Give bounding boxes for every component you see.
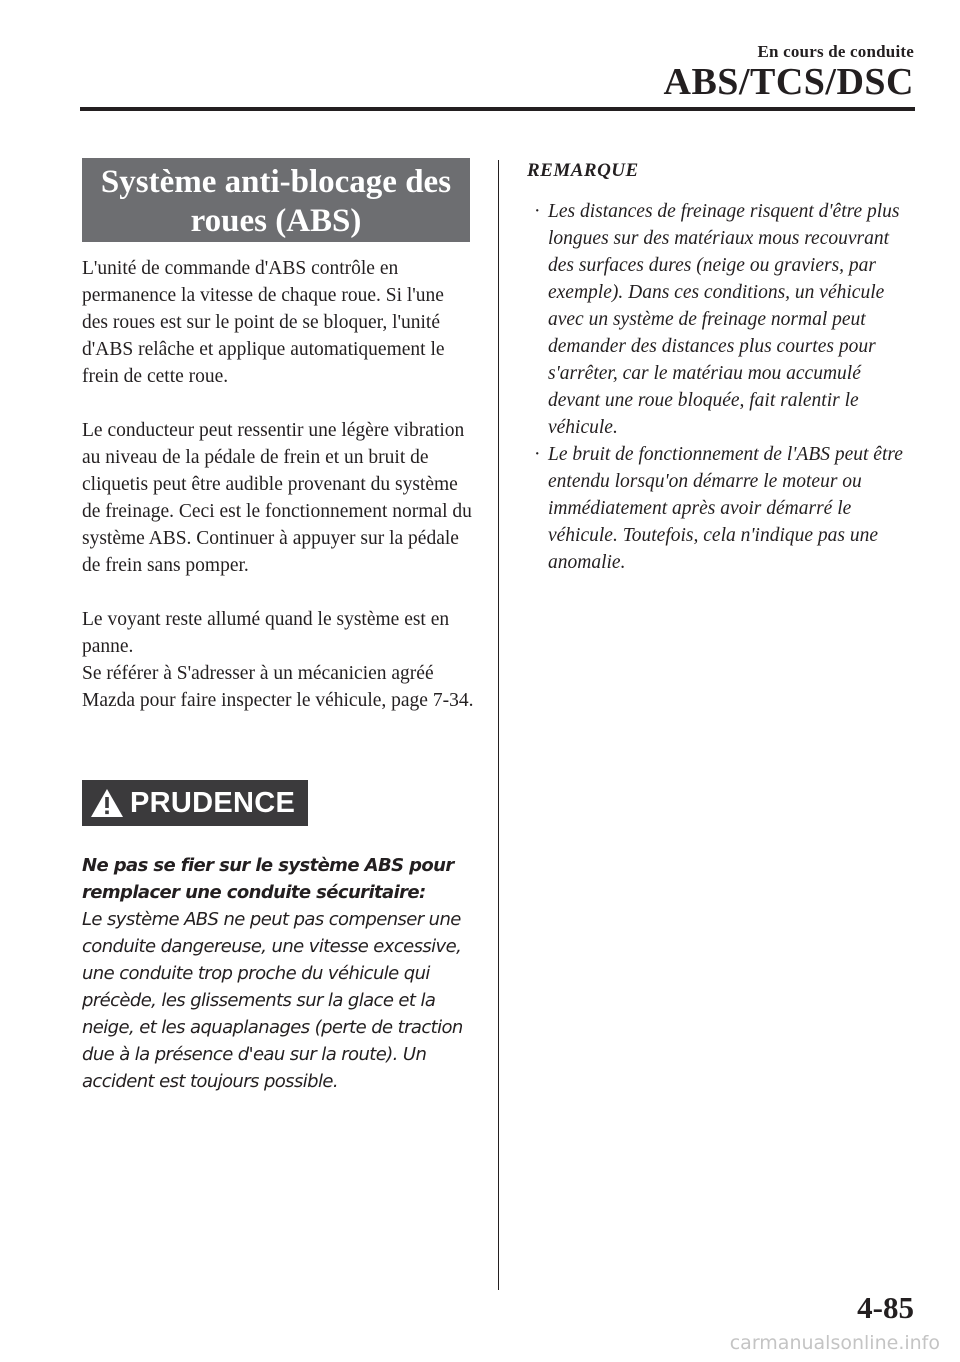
caution-label: PRUDENCE — [130, 786, 296, 819]
note-item-text: Le bruit de fonctionnement de l'ABS peut être entendu lorsqu'on démarre le moteur ou immédiatement après avoir démarré le véhicule. Toutefois, cela n'indique pas une anomalie. — [548, 444, 903, 573]
body-paragraph-1: L'unité de commande d'ABS contrôle en permanence la vitesse de chaque roue. Si l'une des roues est sur le point de se bloquer, l'unité d'ABS relâche et applique automatiquement le frein de cette roue. — [82, 258, 445, 387]
body-paragraph-2: Le conducteur peut ressentir une légère vibration au niveau de la pédale de frein et un bruit de cliquetis peut être audible provenant du système de freinage. Ceci est le fonctionnement normal du système ABS. Continuer à appuyer sur la pédale de frein sans pomper. — [82, 420, 472, 576]
column-divider — [498, 160, 499, 1290]
note-list — [527, 198, 915, 576]
caution-body — [82, 852, 478, 1095]
running-header-title: ABS/TCS/DSC — [663, 61, 914, 103]
note-title: REMARQUE — [527, 160, 639, 181]
bullet-icon: · — [534, 201, 541, 222]
section-title-line2: roues (ABS) — [190, 203, 362, 239]
header-rule — [80, 107, 915, 111]
caution-badge — [82, 780, 308, 826]
caution-description: Le système ABS ne peut pas compenser une conduite dangereuse, une vitesse excessive, une conduite trop proche du véhicule qui précède, les glissements sur la glace et la neige, et les aquaplanages (perte de traction due à la présence d'eau sur la route). Un accident est toujours possible. — [82, 909, 463, 1092]
bullet-icon: · — [534, 444, 541, 465]
note-item — [527, 441, 915, 576]
note-item-text: Les distances de freinage risquent d'être plus longues sur des matériaux mous recouvrant des surfaces dures (neige ou graviers, par exemple). Dans ces conditions, un véhicule avec un système de freinage normal peut demander des distances plus courtes pour s'arrêter, car le matériau mou accumulé devant une roue bloquée, fait ralentir le véhicule. — [548, 201, 900, 438]
left-column-body — [82, 255, 474, 714]
section-title-line1: Système anti-blocage des — [100, 164, 452, 200]
watermark: carmanualsonline.info — [729, 1332, 940, 1354]
section-title — [82, 158, 470, 242]
body-paragraph-4: Se référer à S'adresser à un mécanicien agréé Mazda pour faire inspecter le véhicule, page 7-34. — [82, 663, 474, 711]
warning-triangle-icon — [90, 788, 124, 818]
page-number: 4-85 — [857, 1290, 914, 1325]
note-item — [527, 198, 915, 441]
caution-heading: Ne pas se fier sur le système ABS pour remplacer une conduite sécuritaire: — [82, 855, 454, 903]
body-paragraph-3: Le voyant reste allumé quand le système est en panne. — [82, 609, 450, 657]
running-header-section: En cours de conduite — [757, 42, 914, 61]
